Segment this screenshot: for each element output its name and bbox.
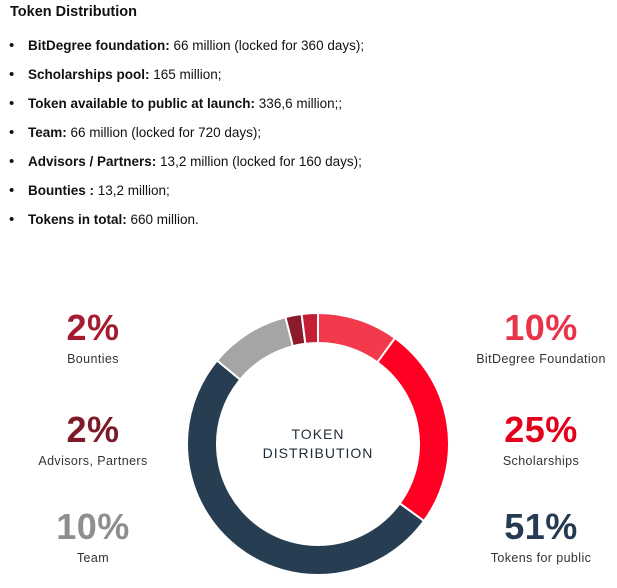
stat-label: Bounties [67, 352, 119, 366]
item-text: 165 million; [149, 67, 222, 82]
list-item [6, 36, 364, 65]
donut-segment-scholarships [377, 338, 449, 521]
stat-percent: 10% [56, 506, 130, 547]
stat-foundation [446, 307, 617, 366]
stat-label: Tokens for public [490, 551, 592, 565]
list-item [6, 210, 364, 239]
stat-percent: 51% [504, 506, 578, 547]
item-label: Tokens in total: [28, 212, 127, 227]
item-label: BitDegree foundation: [28, 38, 170, 53]
list-item [6, 152, 364, 181]
item-text: 13,2 million (locked for 160 days); [156, 154, 362, 169]
item-text: 660 million. [126, 212, 199, 227]
donut-center-line1: TOKEN [291, 426, 345, 442]
stat-label: Advisors, Partners [38, 454, 148, 468]
list-item [6, 94, 364, 123]
stat-percent: 2% [66, 307, 120, 348]
stat-team [0, 506, 188, 565]
donut-segments [187, 313, 449, 575]
stat-percent: 25% [504, 409, 578, 450]
item-text: 336,6 million;; [255, 96, 343, 111]
stat-scholarships [446, 409, 617, 468]
item-text: 66 million (locked for 360 days); [169, 38, 365, 53]
list-item [6, 65, 364, 94]
item-label: Scholarships pool: [28, 67, 150, 82]
list-item [6, 123, 364, 152]
item-label: Team: [28, 125, 67, 140]
distribution-list [6, 36, 364, 239]
stat-percent: 10% [504, 307, 578, 348]
stat-label: Team [76, 551, 110, 565]
donut-segment-tokens-for-public [187, 360, 424, 575]
donut-center-line2: DISTRIBUTION [262, 445, 374, 461]
item-text: 66 million (locked for 720 days); [66, 125, 262, 140]
stat-bounties [0, 307, 188, 366]
page-title: Token Distribution [10, 4, 138, 20]
item-text: 13,2 million; [94, 183, 170, 198]
token-distribution-donut [186, 312, 450, 576]
list-item [6, 181, 364, 210]
item-label: Bounties : [28, 183, 94, 198]
donut-segment-bounties [302, 313, 318, 344]
item-label: Token available to public at launch: [28, 96, 256, 111]
stat-label: BitDegree Foundation [476, 352, 606, 366]
item-label: Advisors / Partners: [28, 154, 157, 169]
donut-segment-team [217, 317, 293, 380]
stat-public [446, 506, 617, 565]
stat-percent: 2% [66, 409, 120, 450]
stat-advisors [0, 409, 188, 468]
stat-label: Scholarships [502, 454, 580, 468]
